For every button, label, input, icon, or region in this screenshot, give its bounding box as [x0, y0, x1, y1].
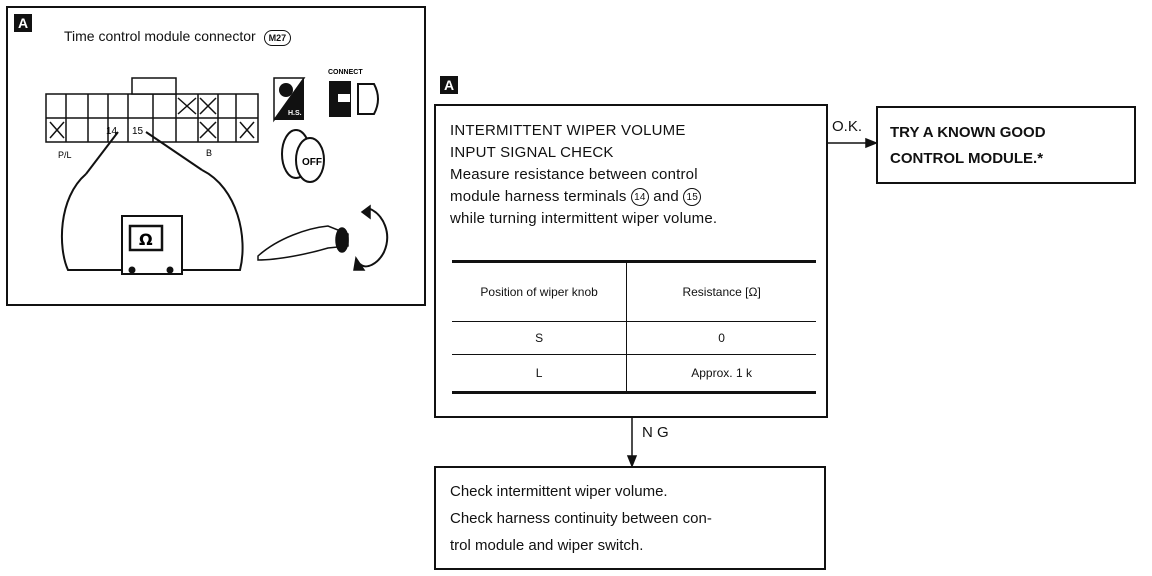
- ohm-symbol: Ω: [139, 230, 153, 249]
- hs-label: H.S.: [288, 110, 302, 117]
- ok-line-1: TRY A KNOWN GOOD: [890, 124, 1046, 141]
- check-title: [450, 120, 717, 230]
- ng-arrow-head: [628, 456, 636, 466]
- wire-color-left: P/L: [58, 150, 72, 160]
- connector-title-text: Time control module connector: [64, 28, 256, 44]
- connector-code-badge: M27: [264, 30, 292, 46]
- ok-result-box: [876, 106, 1136, 184]
- cell-position: S: [452, 322, 627, 355]
- header-position: Position of wiper knob: [452, 262, 627, 322]
- terminal-14-circle: 14: [631, 188, 649, 206]
- ok-arrow-head: [866, 139, 876, 147]
- ng-result-box: [434, 466, 826, 570]
- ng-label: N G: [642, 424, 669, 441]
- ok-line-2: CONTROL MODULE.*: [890, 150, 1044, 167]
- instruction-text: module harness terminals: [450, 188, 627, 205]
- input-signal-check-box: [434, 104, 828, 418]
- ok-label: O.K.: [832, 118, 863, 135]
- resistance-table: [452, 260, 816, 394]
- check-instruction-line-3: while turning intermittent wiper volume.: [450, 210, 718, 227]
- off-label: OFF: [302, 157, 322, 168]
- ng-result-text: [450, 478, 712, 559]
- check-title-line-1: INTERMITTENT WIPER VOLUME: [450, 122, 686, 139]
- terminal-15-circle: 15: [683, 188, 701, 206]
- ng-line-3: trol module and wiper switch.: [450, 537, 644, 554]
- ng-line-2: Check harness continuity between con-: [450, 510, 712, 527]
- instruction-and: and: [653, 188, 679, 205]
- table-header-row: [452, 262, 816, 322]
- cell-position: L: [452, 355, 627, 393]
- panel-tag: A: [14, 14, 32, 32]
- cell-resistance: Approx. 1 k: [627, 355, 816, 393]
- flow-tag: A: [440, 76, 458, 94]
- ok-result-text: [890, 120, 1046, 172]
- check-instruction-line-2: [450, 186, 717, 208]
- table-row: [452, 355, 816, 393]
- terminal-14-label: 14: [106, 126, 118, 137]
- connect-label: CONNECT: [328, 69, 363, 76]
- check-instruction-line-1: Measure resistance between control: [450, 166, 698, 183]
- header-resistance: Resistance [Ω]: [627, 262, 816, 322]
- wire-color-right: B: [206, 148, 213, 158]
- check-title-line-2: INPUT SIGNAL CHECK: [450, 144, 614, 161]
- terminal-15-label: 15: [132, 126, 144, 137]
- table-row: [452, 322, 816, 355]
- ng-line-1: Check intermittent wiper volume.: [450, 483, 668, 500]
- cell-resistance: 0: [627, 322, 816, 355]
